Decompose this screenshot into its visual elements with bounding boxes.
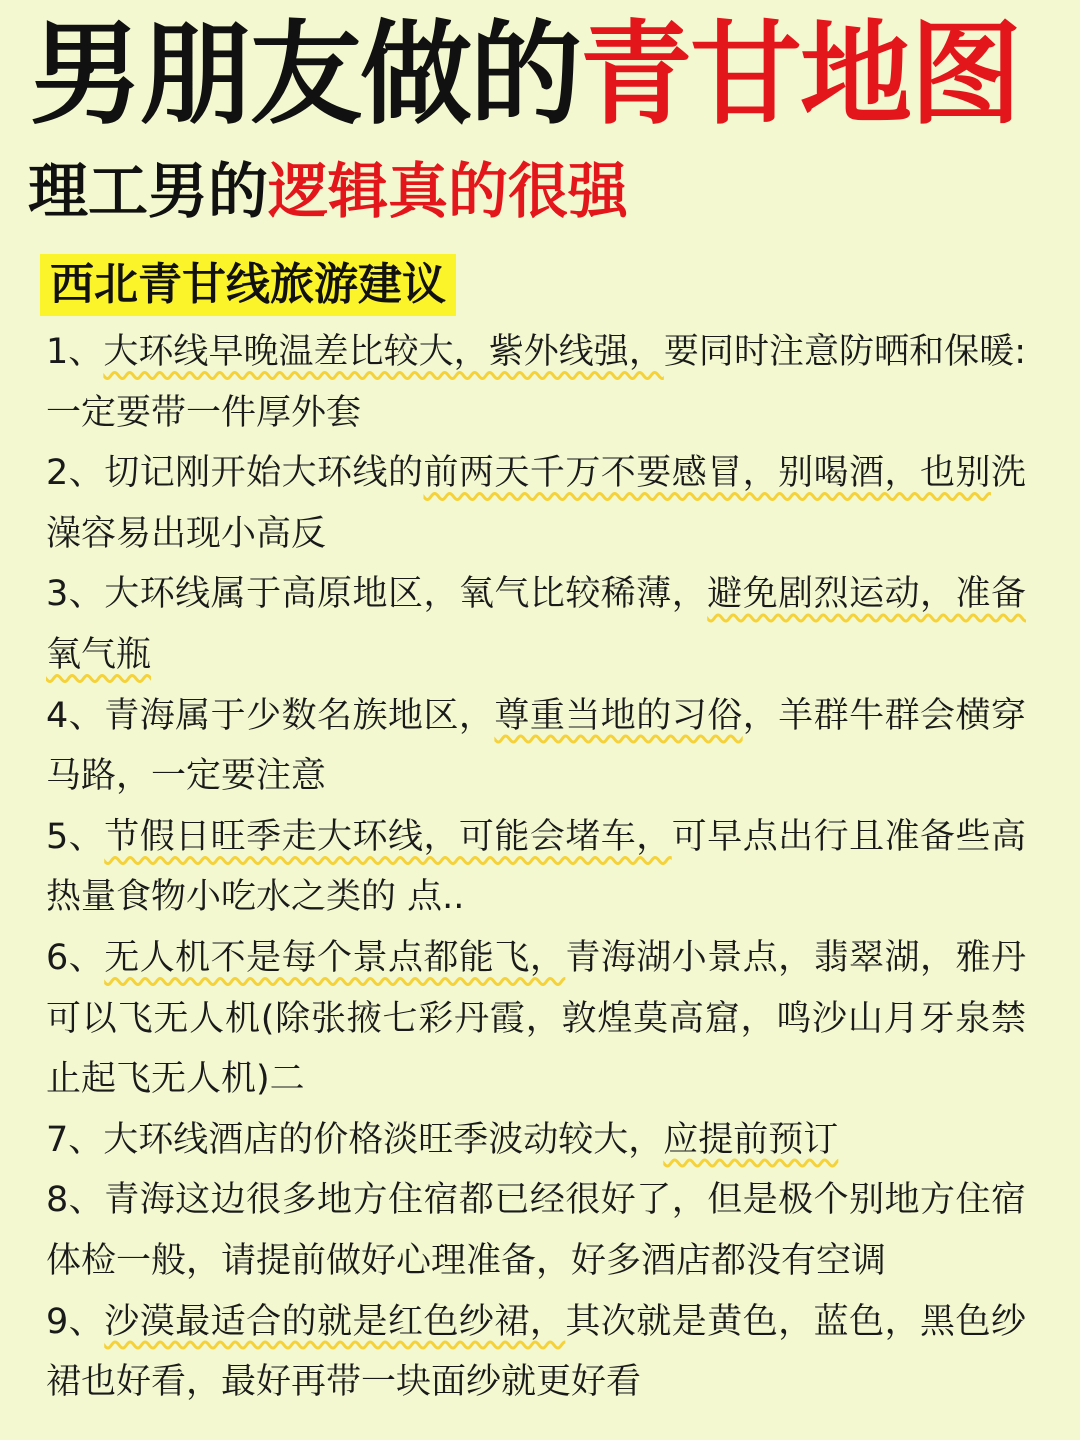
list-item-text: 沙漠最适合的就是红色纱裙， xyxy=(104,1301,566,1342)
list-item-text: 尊重当地的习俗 xyxy=(494,695,743,736)
list-item xyxy=(46,928,1026,1110)
list-item-number: 8、 xyxy=(46,1180,105,1221)
list-item-text: 大环线酒店的价格淡旺季波动较大， xyxy=(103,1119,664,1160)
list-item-text: 青海属于少数名族地区， xyxy=(104,695,495,736)
list-item xyxy=(46,686,1026,807)
list-item-number: 6、 xyxy=(46,937,105,978)
list-item-text: 洗澡容易出现小高反 xyxy=(46,453,1026,554)
list-item xyxy=(46,1110,1026,1171)
list-item-number: 1、 xyxy=(46,332,104,372)
list-item-text: 无人机不是每个景点都能飞， xyxy=(104,937,566,978)
list-item-text: 节假日旺季走大环线，可能会堵车， xyxy=(104,816,672,857)
list-item-number: 5、 xyxy=(46,816,105,857)
list-item xyxy=(46,322,1026,443)
list-item-number: 2、 xyxy=(46,453,105,494)
title-part-red: 青甘地图 xyxy=(580,10,1020,140)
list-item-number: 3、 xyxy=(46,574,105,615)
list-item-text: 大环线属于高原地区，氧气比较稀薄， xyxy=(104,574,708,615)
subtitle xyxy=(28,152,628,232)
list-item xyxy=(46,807,1026,928)
title-part-black: 男朋友做的 xyxy=(30,10,580,140)
list-item-text: 青海湖小景点，翡翠湖，雅丹可以飞无人机(除张掖七彩丹霞，敦煌莫高窟，鸣沙山月牙泉禁止起飞无人机)二 xyxy=(46,937,1026,1100)
list-item xyxy=(46,1292,1026,1413)
list-item-text: 要同时注意防晒和保暖:一定要带一件厚外套 xyxy=(46,332,1026,433)
list-item-text: 切记刚开始大环线的 xyxy=(104,453,424,494)
list-item xyxy=(46,1170,1026,1291)
list-item xyxy=(46,443,1026,564)
list-item-text: 其次就是黄色，蓝色，黑色纱裙也好看，最好再带一块面纱就更好看 xyxy=(46,1301,1026,1403)
list-item-text: 前两天千万不要感冒，别喝酒，也别 xyxy=(423,453,991,494)
page-title xyxy=(30,10,1060,140)
list-item-text: 大环线早晚温差比较大，紫外线强， xyxy=(103,332,664,372)
list-item-number: 4、 xyxy=(46,695,105,736)
list-item-number: 7、 xyxy=(46,1119,104,1160)
list-item-text: 青海这边很多地方住宿都已经很好了，但是极个别地方住宿体检一般，请提前做好心理准备，好多酒店都没有空调 xyxy=(46,1180,1026,1281)
list-item-text: 避免剧烈运动，准备氧气瓶 xyxy=(46,574,1026,675)
list-item-text: 可早点出行且准备些高热量食物小吃水之类的 点.. xyxy=(46,816,1026,918)
list-item-number: 9、 xyxy=(46,1301,105,1342)
subtitle-part-red: 逻辑真的很强 xyxy=(268,157,628,227)
tips-list xyxy=(46,322,1026,1413)
subtitle-part-black: 理工男的 xyxy=(28,157,268,227)
list-item-text: ，羊群牛群会横穿马路，一定要注意 xyxy=(46,695,1026,797)
section-heading: 西北青甘线旅游建议 xyxy=(40,254,456,316)
list-item-text: 应提前预订 xyxy=(663,1119,839,1160)
list-item xyxy=(46,564,1026,685)
